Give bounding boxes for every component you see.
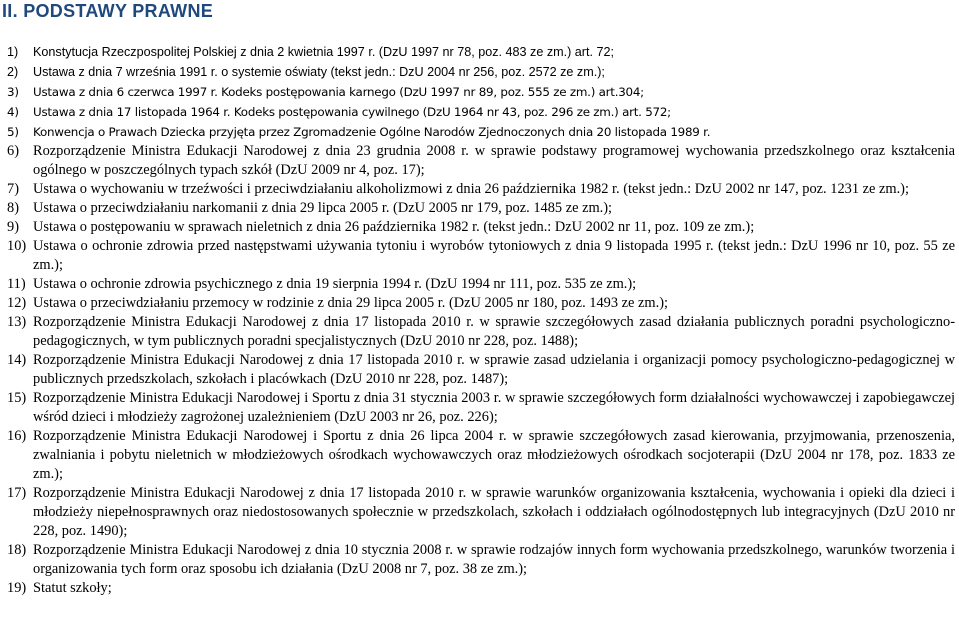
item-number: 11): [7, 276, 26, 292]
item-number: 14): [7, 352, 27, 368]
list-item: [0, 62, 959, 82]
item-text: Statut szkoły;: [33, 580, 112, 596]
item-number: 10): [7, 238, 27, 254]
item-text: Rozporządzenie Ministra Edukacji Narodowej i Sportu z dnia 31 stycznia 2003 r. w sprawie szczegółowych form działalności wychowawczej i zapobiegawczej wśród dzieci i młodzieży zagrożonej uzależnieniem (DzU 2003 nr 26, poz. 226);: [33, 390, 955, 425]
item-number: 6): [7, 143, 19, 159]
list-item: [0, 180, 959, 199]
list-item: [0, 351, 959, 389]
item-number: 2): [7, 65, 19, 79]
list-item: [0, 142, 959, 180]
item-text: Ustawa z dnia 6 czerwca 1997 r. Kodeks postępowania karnego (DzU 1997 nr 89, poz. 555 ze zm.) art.304;: [33, 85, 644, 99]
section-heading: II. PODSTAWY PRAWNE: [2, 1, 214, 21]
item-number: 8): [7, 200, 19, 216]
item-text: Ustawa o postępowaniu w sprawach nieletnich z dnia 26 października 1982 r. (tekst jedn.: DzU 2002 nr 11, poz. 109 ze zm.);: [33, 219, 755, 235]
list-item: [0, 389, 959, 427]
item-text: Ustawa o wychowaniu w trzeźwości i przeciwdziałaniu alkoholizmowi z dnia 26 października 1982 r. (tekst jedn.: DzU 2002 nr 147, poz. 1231 ze zm.);: [33, 181, 909, 197]
item-text: Ustawa o przeciwdziałaniu narkomanii z dnia 29 lipca 2005 r. (DzU 2005 nr 179, poz. 1485 ze zm.);: [33, 200, 613, 216]
item-text: Ustawa o ochronie zdrowia psychicznego z dnia 19 sierpnia 1994 r. (DzU 1994 nr 111, poz. 535 ze zm.);: [33, 276, 637, 292]
list-item: [0, 579, 959, 598]
item-number: 12): [7, 295, 27, 311]
list-item: [0, 427, 959, 484]
list-item: [0, 294, 959, 313]
item-number: 3): [7, 85, 19, 99]
item-number: 13): [7, 314, 27, 330]
list-item: [0, 484, 959, 541]
item-text: Rozporządzenie Ministra Edukacji Narodowej z dnia 23 grudnia 2008 r. w sprawie podstawy programowej wychowania przedszkolnego oraz kształcenia ogólnego w poszczególnych typach szkół (DzU 2009 nr 4, poz. 17);: [33, 143, 955, 178]
item-text: Ustawa o ochronie zdrowia przed następstwami używania tytoniu i wyrobów tytoniowych z dnia 9 listopada 1995 r. (tekst jedn.: DzU 1996 nr 10, poz. 55 ze zm.);: [33, 238, 955, 273]
list-item: [0, 199, 959, 218]
item-text: Rozporządzenie Ministra Edukacji Narodowej z dnia 17 listopada 2010 r. w sprawie zasad udzielania i organizacji pomocy psychologiczno-pedagogicznej w publicznych przedszkolach, szkołach i placówkach (DzU 2010 nr 228, poz. 1487);: [33, 352, 955, 387]
list-item: [0, 237, 959, 275]
item-number: 4): [7, 105, 19, 119]
item-number: 9): [7, 219, 19, 235]
item-text: Konstytucja Rzeczpospolitej Polskiej z dnia 2 kwietnia 1997 r. (DzU 1997 nr 78, poz. 483 ze zm.) art. 72;: [33, 45, 615, 59]
item-number: 7): [7, 181, 19, 197]
item-number: 1): [7, 45, 19, 59]
item-text: Ustawa z dnia 17 listopada 1964 r. Kodeks postępowania cywilnego (DzU 1964 nr 43, poz. 296 ze zm.) art. 572;: [33, 105, 671, 119]
list-item: [0, 122, 959, 142]
item-number: 19): [7, 580, 27, 596]
item-text: Rozporządzenie Ministra Edukacji Narodowej z dnia 17 listopada 2010 r. w sprawie szczegółowych zasad działania publicznych poradni psychologiczno-pedagogicznych, w tym publicznych poradni specjalistycznych (DzU 2010 nr 228, poz. 1488);: [33, 314, 955, 349]
item-text: Rozporządzenie Ministra Edukacji Narodowej i Sportu z dnia 26 lipca 2004 r. w sprawie szczegółowych zasad kierowania, przyjmowania, przenoszenia, zwalniania i pobytu nieletnich w młodzieżowych ośrodkach wychowawczych oraz młodzieżowych ośrodkach socjoterapii (DzU 2004 nr 178, poz. 1833 ze zm.);: [33, 428, 955, 482]
item-number: 18): [7, 542, 27, 558]
legal-basis-list: [0, 42, 959, 598]
item-text: Ustawa o przeciwdziałaniu przemocy w rodzinie z dnia 29 lipca 2005 r. (DzU 2005 nr 180, poz. 1493 ze zm.);: [33, 295, 668, 311]
item-text: Rozporządzenie Ministra Edukacji Narodowej z dnia 10 stycznia 2008 r. w sprawie rodzajów innych form wychowania przedszkolnego, warunków tworzenia i organizowania tych form oraz sposobu ich działania (DzU 2008 nr 7, poz. 38 ze zm.);: [33, 542, 955, 577]
list-item: [0, 313, 959, 351]
item-number: 5): [7, 125, 19, 139]
item-text: Konwencja o Prawach Dziecka przyjęta przez Zgromadzenie Ogólne Narodów Zjednoczonych dnia 20 listopada 1989 r.: [33, 125, 711, 139]
item-number: 16): [7, 428, 27, 444]
list-item: [0, 218, 959, 237]
list-item: [0, 275, 959, 294]
item-text: Ustawa z dnia 7 września 1991 r. o systemie oświaty (tekst jedn.: DzU 2004 nr 256, poz. 2572 ze zm.);: [33, 65, 605, 79]
item-text: Rozporządzenie Ministra Edukacji Narodowej z dnia 17 listopada 2010 r. w sprawie warunków organizowania kształcenia, wychowania i opieki dla dzieci i młodzieży niepełnosprawnych oraz niedostosowanych społecznie w przedszkolach, szkołach i oddziałach ogólnodostępnych lub integracyjnych (DzU 2010 nr 228, poz. 1490);: [33, 485, 955, 539]
item-number: 15): [7, 390, 27, 406]
list-item: [0, 82, 959, 102]
list-item: [0, 102, 959, 122]
list-item: [0, 42, 959, 62]
item-number: 17): [7, 485, 27, 501]
list-item: [0, 541, 959, 579]
